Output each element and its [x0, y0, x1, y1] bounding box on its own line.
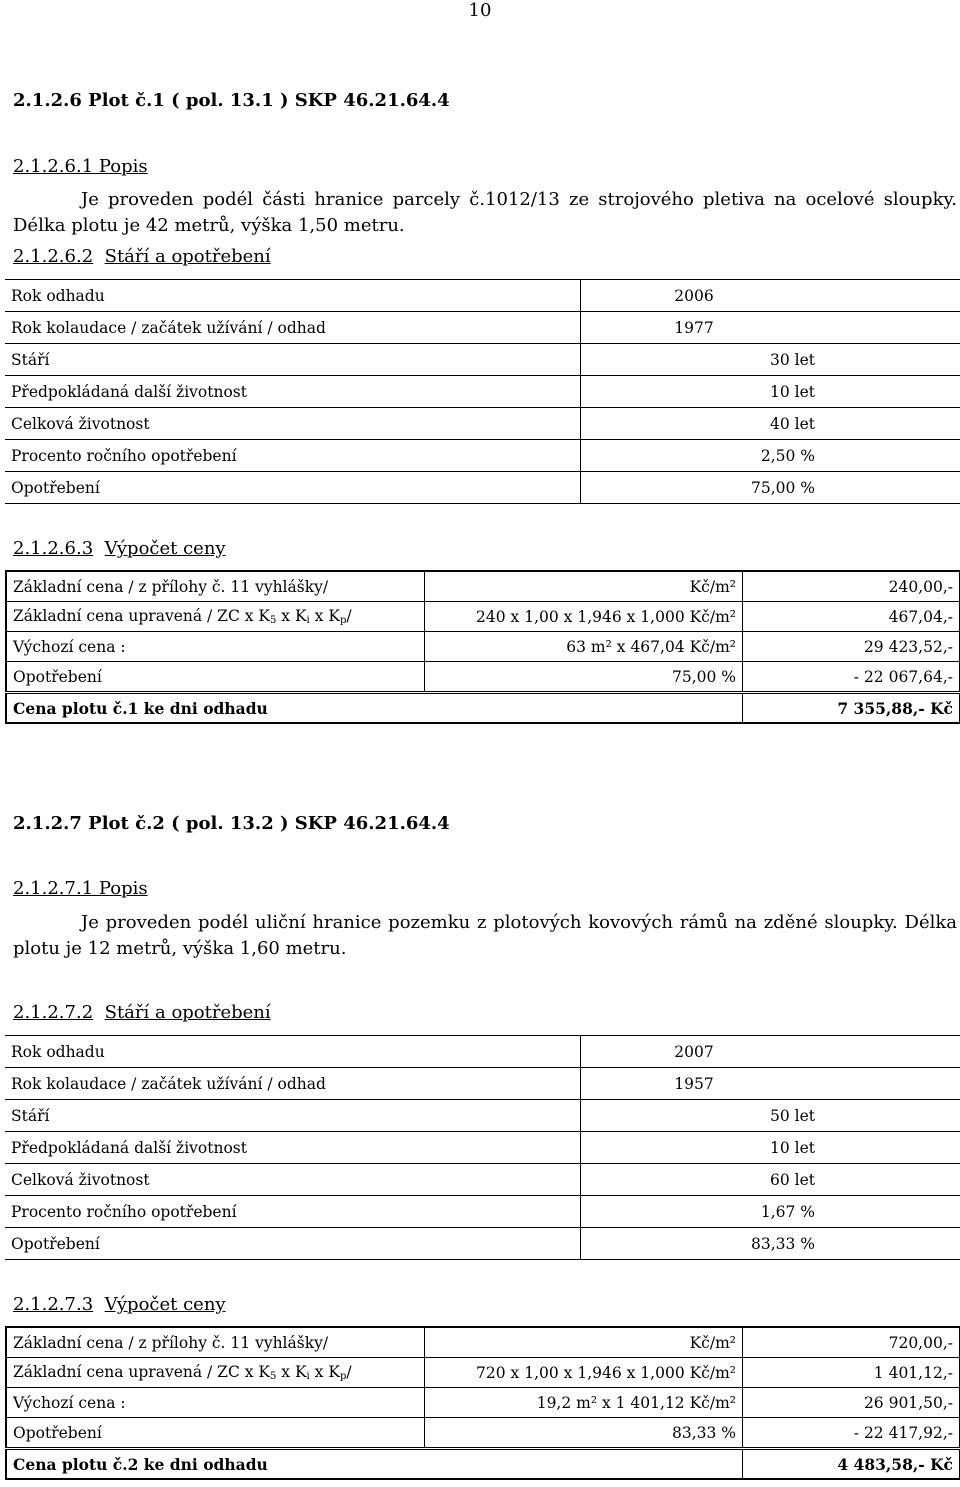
- age-label: Rok kolaudace / začátek užívání / odhad: [5, 312, 581, 344]
- calc-title-2: [13, 1294, 226, 1315]
- age-table-2: [5, 1035, 960, 1260]
- price-total-label: Cena plotu č.1 ke dni odhadu: [6, 693, 743, 724]
- age-title-1: [13, 246, 271, 267]
- age-row: [5, 472, 960, 504]
- page-number: 10: [468, 0, 492, 21]
- age-label: Předpokládaná další životnost: [5, 376, 581, 408]
- price-row: [6, 1388, 960, 1418]
- age-label: Opotřebení: [5, 472, 581, 504]
- age-row: [5, 376, 960, 408]
- popis-title-1-text: 2.1.2.6.1 Popis: [13, 156, 148, 177]
- price-row: [6, 632, 960, 662]
- price-table-2: [5, 1326, 960, 1480]
- price-row: [6, 602, 960, 632]
- price-total-label: Cena plotu č.2 ke dni odhadu: [6, 1449, 743, 1480]
- age-label: Celková životnost: [5, 1164, 581, 1196]
- age-value: 40 let: [581, 408, 960, 440]
- calc-title-1-text: Výpočet ceny: [104, 538, 226, 559]
- age-value: 1977: [581, 312, 960, 344]
- age-value: 2006: [581, 280, 960, 312]
- price-value: 720,00,-: [743, 1327, 960, 1358]
- price-row: [6, 1418, 960, 1449]
- price-label: Opotřebení: [6, 1418, 425, 1449]
- popis-text-2: [13, 910, 957, 962]
- age-value: 30 let: [581, 344, 960, 376]
- age-label: Rok kolaudace / začátek užívání / odhad: [5, 1068, 581, 1100]
- age-label: Opotřebení: [5, 1228, 581, 1260]
- price-total-row: [6, 1449, 960, 1480]
- age-value: 1957: [581, 1068, 960, 1100]
- price-value: 467,04,-: [743, 602, 960, 632]
- calc-title-2-text: Výpočet ceny: [104, 1294, 226, 1315]
- calc-title-1-num: 2.1.2.6.3: [13, 538, 94, 559]
- age-row: [5, 1036, 960, 1068]
- age-row: [5, 1100, 960, 1132]
- age-table-1: [5, 279, 960, 504]
- price-label: Výchozí cena :: [6, 632, 425, 662]
- calc-title-1: [13, 538, 226, 559]
- age-value: 2007: [581, 1036, 960, 1068]
- age-row: [5, 408, 960, 440]
- price-label: Opotřebení: [6, 662, 425, 693]
- age-title-1-text: Stáří a opotřebení: [104, 246, 271, 267]
- age-label: Procento ročního opotřebení: [5, 1196, 581, 1228]
- price-row: [6, 571, 960, 602]
- price-formula: 63 m² x 467,04 Kč/m²: [425, 632, 743, 662]
- price-row: [6, 1327, 960, 1358]
- age-row: [5, 1068, 960, 1100]
- price-row: [6, 662, 960, 693]
- price-formula: 240 x 1,00 x 1,946 x 1,000 Kč/m²: [425, 602, 743, 632]
- age-value: 2,50 %: [581, 440, 960, 472]
- section-heading-plot-1: 2.1.2.6 Plot č.1 ( pol. 13.1 ) SKP 46.21.64.4: [13, 90, 450, 111]
- section-heading-plot-2: 2.1.2.7 Plot č.2 ( pol. 13.2 ) SKP 46.21.64.4: [13, 813, 450, 834]
- age-label: Procento ročního opotřebení: [5, 440, 581, 472]
- popis-text-1: [13, 187, 957, 239]
- age-title-2: [13, 1002, 271, 1023]
- price-total-value: 4 483,58,- Kč: [743, 1449, 960, 1480]
- calc-title-2-num: 2.1.2.7.3: [13, 1294, 94, 1315]
- age-value: 83,33 %: [581, 1228, 960, 1260]
- price-value: 240,00,-: [743, 571, 960, 602]
- popis-title-2: [13, 878, 148, 899]
- age-value: 75,00 %: [581, 472, 960, 504]
- price-label: Základní cena upravená / ZC x $K_5$ x $K_i$ x $K_p/$: [6, 602, 425, 632]
- age-label: Stáří: [5, 1100, 581, 1132]
- age-value: 10 let: [581, 1132, 960, 1164]
- age-title-2-text: Stáří a opotřebení: [104, 1002, 271, 1023]
- popis-text-2-body: Je proveden podél uliční hranice pozemku z plotových kovových rámů na zděné sloupky. Délka plotu je 12 metrů, výška 1,60 metru.: [13, 912, 957, 959]
- age-row: [5, 280, 960, 312]
- price-total-value: 7 355,88,- Kč: [743, 693, 960, 724]
- age-title-2-num: 2.1.2.7.2: [13, 1002, 94, 1023]
- price-table-1: [5, 570, 960, 724]
- price-formula: 19,2 m² x 1 401,12 Kč/m²: [425, 1388, 743, 1418]
- price-label: Výchozí cena :: [6, 1388, 425, 1418]
- age-label: Rok odhadu: [5, 1036, 581, 1068]
- popis-title-1: [13, 156, 148, 177]
- price-row: [6, 1358, 960, 1388]
- age-row: [5, 312, 960, 344]
- age-value: 50 let: [581, 1100, 960, 1132]
- age-label: Stáří: [5, 344, 581, 376]
- age-label: Rok odhadu: [5, 280, 581, 312]
- age-value: 1,67 %: [581, 1196, 960, 1228]
- age-row: [5, 1164, 960, 1196]
- age-label: Předpokládaná další životnost: [5, 1132, 581, 1164]
- price-value: 29 423,52,-: [743, 632, 960, 662]
- price-formula: 720 x 1,00 x 1,946 x 1,000 Kč/m²: [425, 1358, 743, 1388]
- age-title-1-num: 2.1.2.6.2: [13, 246, 94, 267]
- age-row: [5, 344, 960, 376]
- age-row: [5, 440, 960, 472]
- price-label: Základní cena / z přílohy č. 11 vyhlášky/: [6, 1327, 425, 1358]
- age-label: Celková životnost: [5, 408, 581, 440]
- price-formula: 75,00 %: [425, 662, 743, 693]
- price-label: Základní cena / z přílohy č. 11 vyhlášky/: [6, 571, 425, 602]
- popis-text-1-body: Je proveden podél části hranice parcely č.1012/13 ze strojového pletiva na ocelové sloupky. Délka plotu je 42 metrů, výška 1,50 metru.: [13, 189, 957, 236]
- price-formula: Kč/m²: [425, 1327, 743, 1358]
- age-row: [5, 1228, 960, 1260]
- price-value: - 22 067,64,-: [743, 662, 960, 693]
- price-value: 26 901,50,-: [743, 1388, 960, 1418]
- price-total-row: [6, 693, 960, 724]
- popis-title-2-text: 2.1.2.7.1 Popis: [13, 878, 148, 899]
- age-row: [5, 1196, 960, 1228]
- price-formula: 83,33 %: [425, 1418, 743, 1449]
- price-value: - 22 417,92,-: [743, 1418, 960, 1449]
- age-value: 60 let: [581, 1164, 960, 1196]
- age-row: [5, 1132, 960, 1164]
- age-value: 10 let: [581, 376, 960, 408]
- price-value: 1 401,12,-: [743, 1358, 960, 1388]
- price-label: Základní cena upravená / ZC x $K_5$ x $K_i$ x $K_p/$: [6, 1358, 425, 1388]
- price-formula: Kč/m²: [425, 571, 743, 602]
